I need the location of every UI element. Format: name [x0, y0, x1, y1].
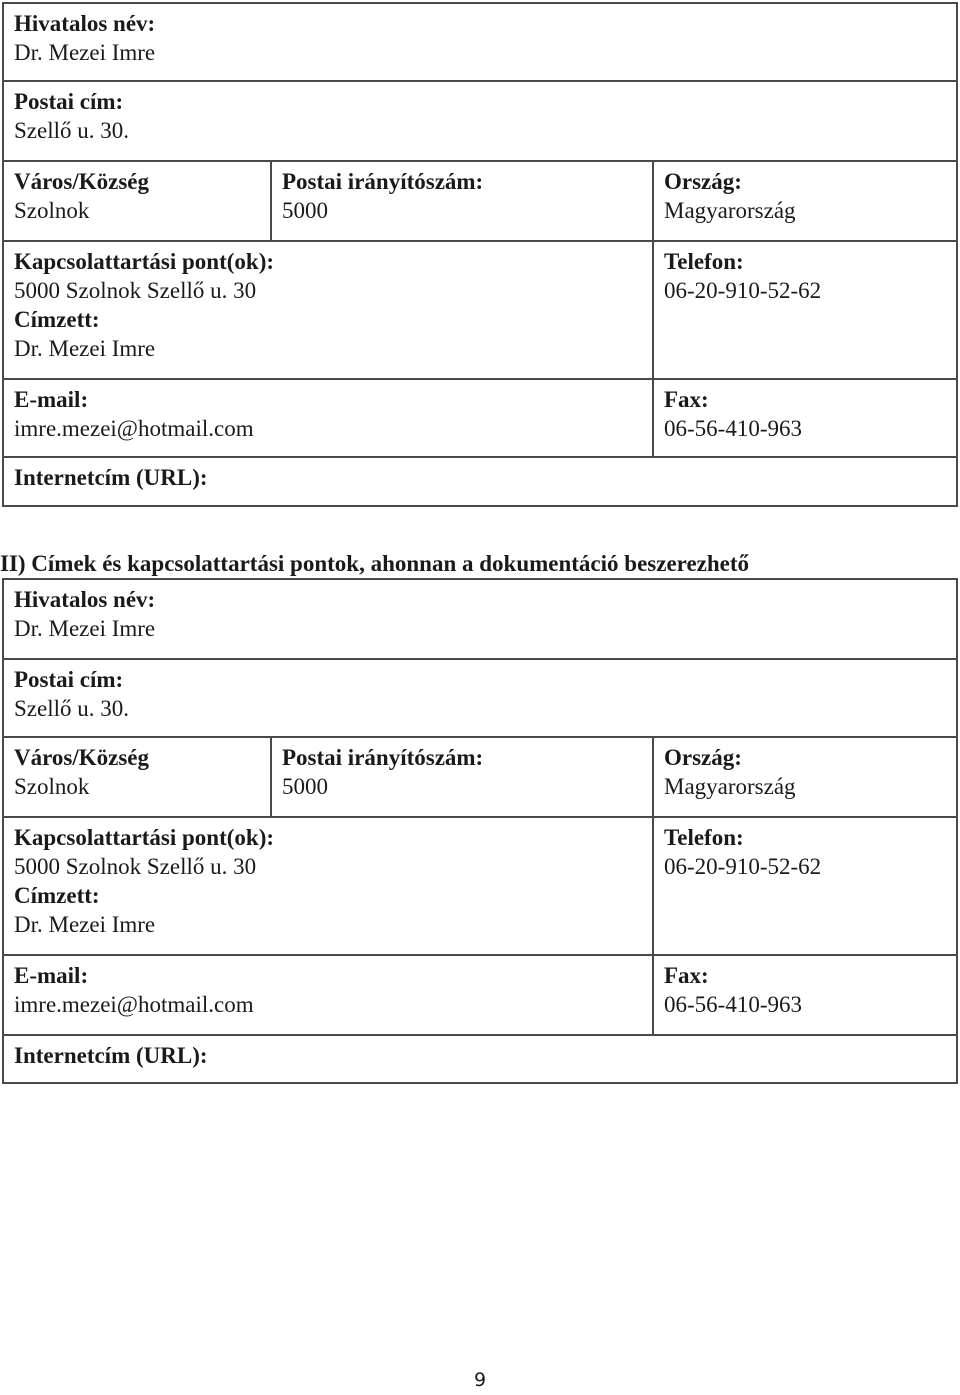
city-value: Szolnok	[14, 774, 90, 799]
phone-value: 06-20-910-52-62	[664, 854, 822, 879]
contact-points-label: Kapcsolattartási pont(ok):	[14, 825, 275, 850]
contact-phone-row	[4, 816, 956, 954]
recipient-value: Dr. Mezei Imre	[14, 912, 156, 937]
contact-form-block-2	[2, 578, 958, 1084]
city-label: Város/Község	[14, 745, 150, 770]
postal-address-row	[4, 80, 956, 160]
recipient-label: Címzett:	[14, 883, 100, 908]
phone-label: Telefon:	[664, 249, 744, 274]
postcode-value: 5000	[282, 198, 328, 223]
postal-address-label: Postai cím:	[14, 89, 124, 114]
fax-value: 06-56-410-963	[664, 416, 802, 441]
fax-value: 06-56-410-963	[664, 992, 802, 1017]
city-value: Szolnok	[14, 198, 90, 223]
postcode-label: Postai irányítószám:	[282, 169, 484, 194]
page-number: 9	[473, 1369, 487, 1391]
fax-label: Fax:	[664, 963, 709, 988]
email-value: imre.mezei@hotmail.com	[14, 416, 254, 441]
postal-address-value: Szellő u. 30.	[14, 118, 129, 143]
contact-phone-row	[4, 240, 956, 378]
email-label: E-mail:	[14, 963, 89, 988]
contact-points-value: 5000 Szolnok Szellő u. 30	[14, 278, 257, 303]
city-postcode-country-row	[4, 160, 956, 240]
url-label: Internetcím (URL):	[14, 465, 208, 490]
url-row	[4, 1034, 956, 1082]
email-label: E-mail:	[14, 387, 89, 412]
official-name-value: Dr. Mezei Imre	[14, 40, 156, 65]
postcode-label: Postai irányítószám:	[282, 745, 484, 770]
official-name-label: Hivatalos név:	[14, 587, 156, 612]
country-value: Magyarország	[664, 774, 796, 799]
country-label: Ország:	[664, 745, 742, 770]
phone-value: 06-20-910-52-62	[664, 278, 822, 303]
contact-points-label: Kapcsolattartási pont(ok):	[14, 249, 275, 274]
email-fax-row	[4, 954, 956, 1034]
official-name-label: Hivatalos név:	[14, 11, 156, 36]
recipient-label: Címzett:	[14, 307, 100, 332]
contact-form-block-1	[2, 2, 958, 507]
recipient-value: Dr. Mezei Imre	[14, 336, 156, 361]
url-label: Internetcím (URL):	[14, 1043, 208, 1068]
city-label: Város/Község	[14, 169, 150, 194]
fax-label: Fax:	[664, 387, 709, 412]
official-name-value: Dr. Mezei Imre	[14, 616, 156, 641]
postal-address-row	[4, 658, 956, 736]
section-heading: II) Címek és kapcsolattartási pontok, ahonnan a dokumentáció beszerezhető	[0, 551, 750, 576]
email-fax-row	[4, 378, 956, 456]
postcode-value: 5000	[282, 774, 328, 799]
postal-address-label: Postai cím:	[14, 667, 124, 692]
contact-points-value: 5000 Szolnok Szellő u. 30	[14, 854, 257, 879]
country-label: Ország:	[664, 169, 742, 194]
official-name-row	[4, 580, 956, 658]
email-value: imre.mezei@hotmail.com	[14, 992, 254, 1017]
url-row	[4, 456, 956, 505]
postal-address-value: Szellő u. 30.	[14, 696, 129, 721]
country-value: Magyarország	[664, 198, 796, 223]
city-postcode-country-row	[4, 736, 956, 816]
official-name-row	[4, 4, 956, 80]
phone-label: Telefon:	[664, 825, 744, 850]
